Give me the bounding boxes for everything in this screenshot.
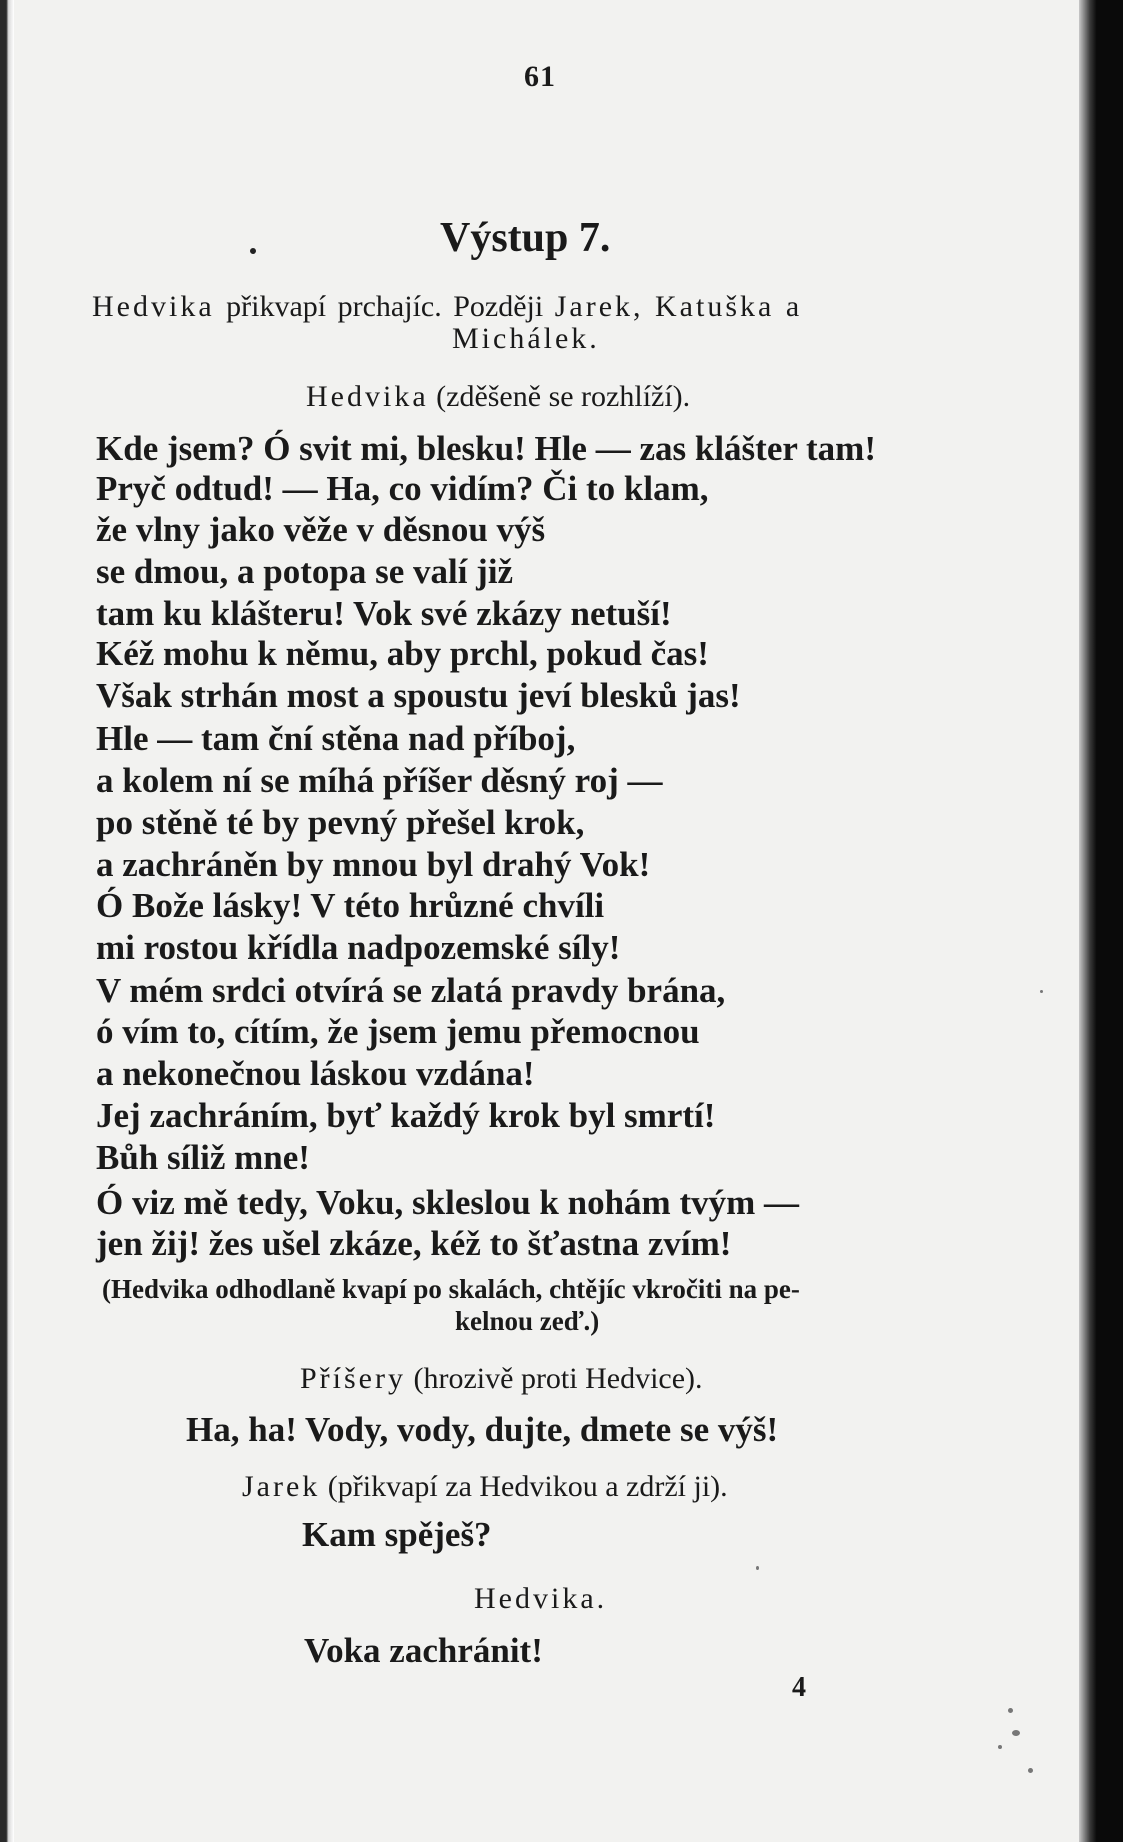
verse-line: se dmou, a potopa se valí již — [96, 552, 514, 591]
verse-line: že vlny jako věže v děsnou výš — [96, 510, 546, 549]
verse-line: Kéž mohu k němu, aby prchl, pokud čas! — [96, 634, 709, 673]
verse-line: Kam spěješ? — [302, 1515, 492, 1554]
speaker-direction: (hrozivě proti Hedvice). — [413, 1362, 703, 1395]
signature-mark: 4 — [792, 1672, 806, 1703]
speaker-direction: (přikvapí za Hedvikou a zdrží ji). — [327, 1470, 728, 1503]
speaker-heading-hedvika — [306, 380, 690, 414]
verse-line: Voka zachránit! — [304, 1631, 543, 1670]
page-right-edge-shadow — [1079, 0, 1123, 1842]
verse-line: Bůh síliž mne! — [96, 1138, 310, 1177]
character-name-hedvika: Hedvika — [92, 290, 215, 323]
stage-note-line-2: kelnou zeď.) — [455, 1306, 600, 1336]
verse-line: a nekonečnou láskou vzdána! — [96, 1054, 535, 1093]
page-number: 61 — [524, 60, 556, 93]
verse-line: jen žij! žes ušel zkáze, kéž to šťastna zvím! — [96, 1224, 732, 1263]
verse-line: a kolem ní se míhá příšer děsný roj — — [96, 761, 663, 800]
speaker-heading-prisery — [300, 1362, 703, 1396]
speaker-name: Hedvika — [306, 380, 429, 413]
stage-direction-line-1 — [92, 290, 799, 324]
speaker-direction: (zděšeně se rozhlíží). — [436, 380, 691, 413]
character-name-michalek: Michálek. — [452, 322, 600, 355]
stage-direction-conjunction: a — [785, 290, 800, 323]
stage-direction-text: přikvapí prchajíc. Později — [226, 290, 544, 323]
verse-line: mi rostou křídla nadpozemské síly! — [96, 928, 621, 967]
verse-line: V mém srdci otvírá se zlatá pravdy brána, — [96, 971, 726, 1010]
verse-line: Kde jsem? Ó svit mi, blesku! Hle — zas klášter tam! — [96, 429, 876, 468]
ink-dot — [250, 248, 256, 254]
speaker-heading-hedvika-2 — [474, 1582, 607, 1616]
speaker-heading-jarek — [242, 1470, 728, 1504]
verse-line: Ha, ha! Vody, vody, dujte, dmete se výš! — [186, 1410, 779, 1449]
scene-title: Výstup 7. — [440, 215, 611, 261]
verse-line: po stěně té by pevný přešel krok, — [96, 803, 585, 842]
verse-line: a zachráněn by mnou byl drahý Vok! — [96, 845, 651, 884]
character-name-jarek: Jarek, — [554, 290, 644, 323]
verse-line: tam ku klášteru! Vok své zkázy netuší! — [96, 594, 672, 633]
page-left-edge-shadow — [0, 0, 14, 1842]
verse-line: Hle — tam ční stěna nad příboj, — [96, 719, 576, 758]
verse-line: ó vím to, cítím, že jsem jemu přemocnou — [96, 1012, 700, 1051]
verse-line: Ó viz mě tedy, Voku, skleslou k nohám tvým — — [96, 1183, 800, 1222]
speaker-name: Příšery — [300, 1362, 406, 1395]
verse-line: Však strhán most a spoustu jeví blesků jas! — [96, 676, 741, 715]
speaker-name: Hedvika. — [474, 1582, 608, 1615]
speaker-name: Jarek — [242, 1470, 321, 1503]
verse-line: Jej zachráním, byť každý krok byl smrtí! — [96, 1096, 716, 1135]
verse-line: Ó Bože lásky! V této hrůzné chvíli — [96, 886, 605, 925]
character-name-katuska: Katuška — [655, 290, 775, 323]
stage-note-line-1: (Hedvika odhodlaně kvapí po skalách, chtějíc vkročiti na pe- — [102, 1274, 800, 1304]
verse-line: Pryč odtud! — Ha, co vidím? Či to klam, — [96, 469, 709, 508]
